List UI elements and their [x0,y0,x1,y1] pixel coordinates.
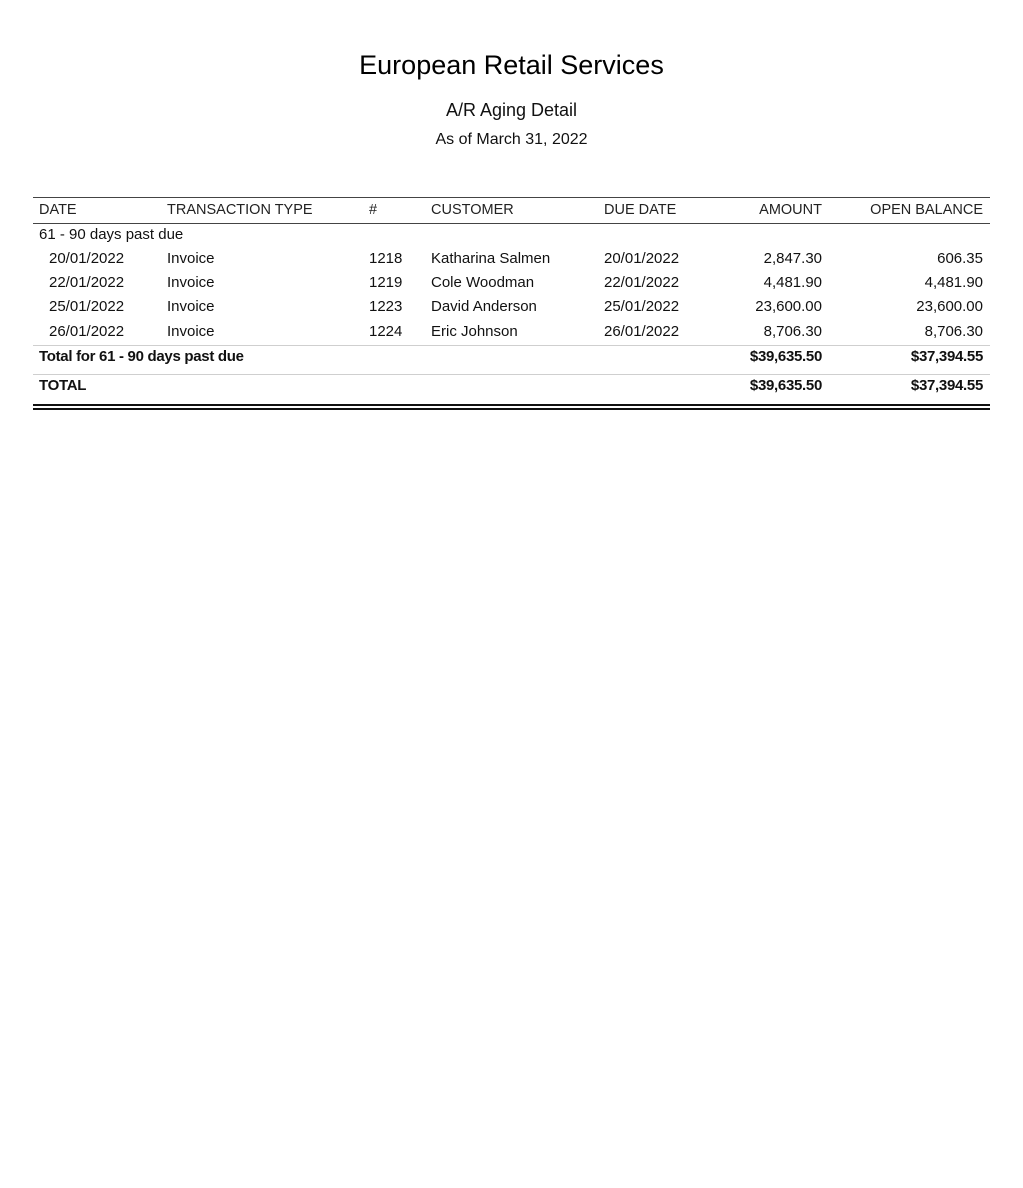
row-open-balance: 8,706.30 [924,323,983,340]
row-amount: 2,847.30 [763,250,822,267]
row-due-date: 25/01/2022 [604,298,680,315]
row-customer: David Anderson [431,298,537,315]
grand-total-row [33,374,990,398]
report-date: As of March 31, 2022 [435,131,588,148]
grand-total-amount: $39,635.50 [749,377,822,394]
row-transaction-type[interactable]: Invoice [167,274,215,291]
company-name: European Retail Services [359,50,664,80]
row-customer: Eric Johnson [431,323,518,340]
row-date: 20/01/2022 [49,250,125,267]
table-header-row [33,198,990,222]
group-total-label: Total for 61 - 90 days past due [39,348,244,365]
group-header-row [33,223,990,247]
row-date: 22/01/2022 [49,274,125,291]
row-amount: 8,706.30 [763,323,822,340]
table-row [33,320,990,344]
row-open-balance: 4,481.90 [924,274,983,291]
column-header-transaction-type: TRANSACTION TYPE [167,202,313,218]
row-transaction-type[interactable]: Invoice [167,298,215,315]
row-number[interactable]: 1218 [369,250,403,267]
row-amount: 4,481.90 [763,274,822,291]
grand-total-double-rule-bottom [33,408,990,410]
column-header-number: # [369,202,378,218]
grand-total-open-balance: $37,394.55 [910,377,983,394]
row-due-date: 20/01/2022 [604,250,680,267]
row-amount: 23,600.00 [755,298,822,315]
column-header-open-balance: OPEN BALANCE [870,202,983,218]
table-row [33,295,990,319]
row-due-date: 26/01/2022 [604,323,680,340]
row-customer: Katharina Salmen [431,250,551,267]
column-header-due-date: DUE DATE [604,202,677,218]
row-due-date: 22/01/2022 [604,274,680,291]
row-number[interactable]: 1224 [369,323,403,340]
row-number[interactable]: 1223 [369,298,403,315]
row-number[interactable]: 1219 [369,274,403,291]
group-total-open-balance: $37,394.55 [910,348,983,365]
row-transaction-type[interactable]: Invoice [167,323,215,340]
group-total-row [33,345,990,369]
group-label: 61 - 90 days past due [39,226,184,243]
group-total-amount: $39,635.50 [749,348,822,365]
row-transaction-type[interactable]: Invoice [167,250,215,267]
row-date: 26/01/2022 [49,323,125,340]
row-customer: Cole Woodman [431,274,535,291]
report-title: A/R Aging Detail [445,100,578,120]
row-open-balance: 606.35 [937,250,983,267]
grand-total-double-rule-top [33,404,990,406]
grand-total-label: TOTAL [39,377,87,394]
table-row [33,271,990,295]
column-header-date: DATE [39,202,77,218]
row-date: 25/01/2022 [49,298,125,315]
row-open-balance: 23,600.00 [916,298,983,315]
table-row [33,247,990,271]
column-header-customer: CUSTOMER [431,202,514,218]
column-header-amount: AMOUNT [759,202,822,218]
